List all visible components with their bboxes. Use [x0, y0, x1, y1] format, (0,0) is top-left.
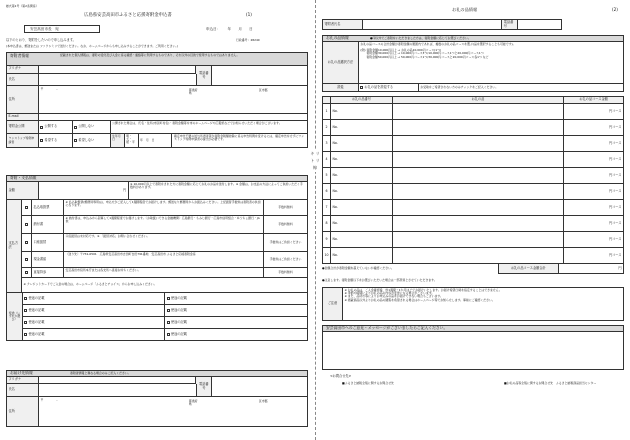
onestop-no-option[interactable] [73, 134, 111, 148]
amount-yen: 円 [122, 187, 127, 192]
method-checkbox[interactable] [25, 223, 28, 226]
method-fee: 手数料無料 [264, 216, 308, 234]
gift-section-header [322, 35, 624, 42]
donor-phone-field[interactable] [212, 66, 308, 86]
payment-section-header [6, 175, 308, 182]
gift-donor-row [322, 19, 562, 30]
gift-row [323, 200, 624, 216]
method-name: 現金書留 [32, 252, 64, 268]
usage-option[interactable] [165, 317, 308, 329]
usage-checkbox[interactable] [24, 297, 27, 300]
gift-row [323, 248, 624, 264]
gift-course-unit: 円コース [608, 172, 622, 177]
gift-no-prefix: No. [332, 188, 338, 193]
usage-option[interactable] [23, 329, 166, 341]
gift-row [323, 104, 624, 120]
usage-label: 使途〈いずれか選び〉 [7, 293, 23, 341]
delivery-section-header [6, 370, 308, 377]
gift-course-field[interactable] [564, 216, 624, 232]
gift-row [323, 168, 624, 184]
gift-number-field[interactable] [331, 216, 393, 232]
gift-row-index: 4 [323, 152, 331, 168]
gift-course-unit: 円コース [608, 236, 622, 241]
usage-text: 使途の記載 [170, 307, 187, 312]
gift-no-prefix: No. [332, 156, 338, 161]
method-label: 支払方法 [7, 200, 22, 293]
delivery-furigana-label: フリガナ [7, 377, 39, 384]
selection-example: 寄附金額30,000円以上 → 10,000円コース3つ/10,000円コース1つと20,000円コース1つ [366, 51, 484, 56]
delivery-furigana-field[interactable] [39, 377, 196, 384]
delivery-phone-label: 電話番号 [196, 377, 212, 397]
total-note: ●金額合計が寄附金額を超えていないか確認ください。 [322, 266, 394, 270]
method-name: 直接持参 [32, 268, 64, 278]
gift-item-field[interactable] [393, 120, 564, 136]
amount-field[interactable] [39, 182, 129, 200]
application-page [6, 5, 308, 435]
payment-section [6, 175, 308, 341]
form-title: 広島県安芸高田市ふるさと応援寄附金申込書 [84, 13, 172, 18]
method-name: 払込取扱票 [32, 200, 64, 216]
credit-note: ※ クレジットカードでご入金の場合は、ホームページ「ふるさとチョイス」からお申し込みください。 [22, 278, 308, 293]
usage-text: 使途の記載 [28, 307, 45, 312]
usage-checkbox[interactable] [24, 309, 27, 312]
gift-row [323, 152, 624, 168]
delivery-section-note: 寄附者情報と異なる場合のみご記入ください。 [70, 370, 131, 375]
publish-yes-option[interactable] [39, 121, 73, 134]
usage-text: 使途の記載 [170, 319, 187, 324]
gift-course-unit: 円コース [608, 252, 622, 257]
attention-label: ご注意 [323, 288, 343, 321]
gift-donor-name-field[interactable] [363, 20, 502, 30]
gift-no-prefix: No. [332, 172, 338, 177]
gift-course-field[interactable] [564, 248, 624, 264]
gift-number-field[interactable] [331, 136, 393, 152]
gift-number-field[interactable] [331, 120, 393, 136]
form-page: (1) [246, 12, 252, 17]
submit-notice: (本申込書は、郵送または ファクシミリで送付ください。なお、ホームページからも申し込みすることができます。ご利用ください。) [6, 44, 178, 48]
fold-label: キ リ ト リ 線 [310, 151, 320, 171]
selection-example: (例) 寄附金額10,000円以上 → お礼の品10,000円コース(1つ) [360, 48, 442, 53]
message-section [322, 325, 624, 370]
usage-option[interactable] [23, 317, 166, 329]
gift-row-index: 2 [323, 120, 331, 136]
birth-date-field[interactable]: 年 月 日 [139, 134, 173, 148]
attention-item: ※ 季節や時期によりお礼の品の内容が変更になる場合がございます。 [344, 291, 435, 296]
usage-text: 使途の記載 [170, 331, 187, 336]
donor-furigana-field[interactable] [39, 66, 196, 74]
decline-text: お礼の品を辞退する [364, 84, 394, 89]
usage-option[interactable] [23, 305, 166, 317]
gift-row-index: 9 [323, 232, 331, 248]
gift-item-field[interactable] [393, 216, 564, 232]
gift-row-index: 10 [323, 248, 331, 264]
gift-section [322, 35, 624, 92]
method-fee: 手数料はご負担ください [264, 234, 308, 252]
birth-note: 確定申告不要の給与所得者等が寄附金税額控除に係る申告特例を受けるには、確定申告をせずにワンストップ特例申請書の提出が必要です。 [172, 134, 308, 148]
onestop-yes-text: 希望する [44, 137, 58, 142]
gift-number-field[interactable] [331, 248, 393, 264]
total-field[interactable] [559, 264, 624, 274]
method-desc: 安芸高田市役所本庁または各支所へ直接お持ちください。 [64, 268, 264, 278]
publish-yes-text: 公開する [44, 124, 58, 129]
gift-page [322, 5, 624, 435]
gift-no-prefix: No. [332, 108, 338, 113]
gift-item-field[interactable] [393, 104, 564, 120]
gift-course-unit: 円コース [608, 124, 622, 129]
gift-course-field[interactable] [564, 152, 624, 168]
amount-label: 金額 [7, 182, 39, 200]
usage-checkbox[interactable] [24, 333, 27, 336]
decline-note: お受取をご希望されない方のみチェックをご記入ください。 [419, 84, 624, 92]
gift-row-index: 3 [323, 136, 331, 152]
contact-left: ■ふるさと納税全般に関するお問合せ先 [342, 381, 394, 385]
selection-text: お礼の品コースの合計金額が寄附金額の範囲内であれば、複数のお礼の品コースを選ぶ(品を選択することも可能です)。 [360, 42, 516, 46]
delivery-pref-label: 都道府県 [188, 399, 198, 407]
attention-item: ※ 掲載商品以外よりお礼の品の閲覧を希望される場合はホームページ等でお知らせします。事前にご確認ください。 [344, 297, 495, 302]
method-fee: 手数料はご負担ください [264, 252, 308, 268]
gift-course-unit: 円コース [608, 220, 622, 225]
gift-number-field[interactable] [331, 232, 393, 248]
donor-section-title: 寄附者情報 [10, 53, 29, 58]
gift-table [322, 96, 624, 264]
gift-course-unit: 円コース [608, 108, 622, 113]
donor-city-label: 区市郡 [258, 88, 268, 92]
gift-number-field[interactable] [331, 200, 393, 216]
decline-label: 辞退 [323, 84, 359, 92]
gift-table-header [323, 97, 624, 104]
donor-section [6, 52, 308, 148]
method-desc: ※ 払込取扱票(郵便局専用)は、申込方がご記入して1週間程度でお届けします。郵送なり郵便局からお振込みください。上記振替手数料は寄附者の負担になります。 [64, 200, 264, 216]
usage-option[interactable] [165, 293, 308, 305]
birth-era[interactable]: 明・大・昭・平 [125, 134, 139, 148]
donor-name-label: 氏名 [7, 74, 39, 86]
gift-course-field[interactable] [564, 120, 624, 136]
gift-course-field[interactable] [564, 168, 624, 184]
gift-course-field[interactable] [564, 184, 624, 200]
gift-no-prefix: No. [332, 124, 338, 129]
attention-box [322, 287, 624, 321]
decline-option[interactable] [359, 84, 419, 92]
attention-item: ※ また、品切れ等によりお申込みの品をお届けできない場合もございます。 [344, 294, 443, 299]
method-fee: 手数料無料 [264, 268, 308, 278]
contact-right: ■お礼の品等全般に関するお問合せ先 ふるさと納税商品担当センター [504, 381, 597, 385]
method-desc: 〈送り先〉〒731-0501 広島県安芸高田市吉田町吉田791番地 安芸高田市 ふるさと応援寄附金係 [64, 252, 264, 268]
publish-note: 公開された場合は、氏名・住所(市区町村名)・寄附金額等を市のホームページや広報紙などでお知らせいただく場合がございます。 [111, 121, 308, 134]
gift-row [323, 216, 624, 232]
gift-item-field[interactable] [393, 200, 564, 216]
donor-name-field[interactable] [39, 74, 197, 86]
delivery-address-label: 住所 [7, 397, 39, 427]
gift-phone-field[interactable] [518, 20, 562, 30]
gift-item-field[interactable] [393, 232, 564, 248]
donor-address-field[interactable] [39, 86, 308, 114]
gift-row-index: 6 [323, 184, 331, 200]
donor-phone-label: 電話番号 [196, 66, 212, 86]
gift-row-index: 1 [323, 104, 331, 120]
message-section-header [322, 325, 624, 332]
gift-number-field[interactable] [331, 104, 393, 120]
method-row[interactable] [22, 252, 308, 268]
addressee [24, 25, 100, 33]
total-yen: 円 [618, 265, 622, 270]
usage-checkbox[interactable] [167, 297, 170, 300]
method-row[interactable] [22, 234, 308, 252]
gift-row-index: 5 [323, 168, 331, 184]
gift-no-prefix: No. [332, 220, 338, 225]
method-checkbox[interactable] [25, 258, 28, 261]
usage-checkbox[interactable] [167, 321, 170, 324]
usage-text: 使途の記載 [170, 295, 187, 300]
gift-section-note: ●印以外でご寄附をいただきました方は、寄附金額に応じてお選びください。 [370, 35, 471, 40]
onestop-no-checkbox[interactable] [74, 139, 77, 142]
method-checkbox[interactable] [25, 241, 28, 244]
donor-postal-mark: 〒 - [40, 86, 58, 91]
decline-checkbox[interactable] [360, 86, 363, 89]
method-checkbox[interactable] [25, 206, 28, 209]
contact-title: <お問合せ先> [330, 374, 352, 378]
delivery-name-label: 氏名 [7, 384, 39, 397]
birth-label: 生年月日 [111, 134, 125, 148]
amount-note: ※ 10,000円以上で寄附をされた方に寄附金額に応じてお礼のお品を送付します。※ 金額は、お支払の方法によってご負担いただく手数料があります。 [129, 182, 308, 200]
gift-row-index: 7 [323, 200, 331, 216]
intro-text: 以下のとおり、寄附をしたいので申し込みます。 [6, 38, 76, 42]
usage-text: 使途の記載 [28, 295, 45, 300]
gift-item-field[interactable] [393, 248, 564, 264]
gift-section-title: お礼の品情報 [326, 35, 349, 41]
method-name: 口座振替 [32, 234, 64, 252]
method-row[interactable] [22, 200, 308, 216]
method-row[interactable] [22, 216, 308, 234]
delivery-name-field[interactable] [39, 384, 197, 397]
onestop-yes-option[interactable] [39, 134, 73, 148]
gift-course-field[interactable] [564, 200, 624, 216]
gift-no-prefix: No. [332, 236, 338, 241]
usage-checkbox[interactable] [167, 333, 170, 336]
gift-no-prefix: No. [332, 204, 338, 209]
usage-option[interactable] [165, 305, 308, 317]
col-gift-number: お礼の品番号 [331, 97, 393, 104]
publish-no-checkbox[interactable] [74, 126, 77, 129]
delivery-section [6, 370, 308, 427]
gift-course-field[interactable] [564, 104, 624, 120]
delivery-section-title: お届け先情報 [10, 370, 33, 376]
gift-donor-name-label: 寄附者氏名 [323, 20, 363, 30]
method-row[interactable] [22, 268, 308, 278]
fold-line [315, 0, 316, 440]
publish-label: 寄附金公開 [7, 121, 39, 134]
publish-no-text: 公開しない [78, 124, 95, 129]
message-section-title: 安芸高田市へのご意見・メッセージがございましたらご記入ください。 [326, 325, 448, 331]
selection-body [359, 42, 624, 84]
donor-pref-label: 都道府県 [188, 88, 198, 96]
method-checkbox[interactable] [25, 271, 28, 274]
gift-row [323, 232, 624, 248]
gift-course-unit: 円コース [608, 204, 622, 209]
gift-course-unit: 円コース [608, 156, 622, 161]
delivery-postal-mark: 〒 - [40, 397, 58, 402]
gift-number-field[interactable] [331, 152, 393, 168]
method-name: 納付書 [32, 216, 64, 234]
gift-row [323, 136, 624, 152]
donor-section-note: 記載された個人情報は、寄附の受付及び入金に係る確認・連絡等に利用するものであり、それ以外の目的で使用するものではありません。 [60, 53, 240, 57]
gift-number-field[interactable] [331, 168, 393, 184]
gift-phone-label: 電話番号 [502, 20, 518, 30]
method-fee: 手数料無料 [264, 200, 308, 216]
gift-course-unit: 円コース [608, 188, 622, 193]
gift-course-field[interactable] [564, 232, 624, 248]
donor-email-field[interactable] [39, 114, 308, 121]
donor-email-label: E-mail [7, 114, 39, 121]
payment-section-title: 寄附・支払情報 [10, 175, 37, 181]
delivery-phone-field[interactable] [212, 377, 308, 397]
onestop-no-text: 希望しない [78, 137, 95, 142]
gift-row [323, 184, 624, 200]
usage-checkbox[interactable] [167, 309, 170, 312]
addressee-text: 安芸高田市長 宛 [30, 26, 59, 31]
method-desc: 口座振替は未対応です。※ 「振替対応」お問い合わせください。 [64, 234, 264, 252]
col-gift-course: お礼の品コース金額 [564, 97, 624, 104]
gift-item-field[interactable] [393, 152, 564, 168]
gift-course-unit: 円コース [608, 140, 622, 145]
publish-no-option[interactable] [73, 121, 111, 134]
gift-item-field[interactable] [393, 184, 564, 200]
attention-item: ※ お礼の品は、ご入金確認後、約1週間～1か月ほどでお届けいたします。お届け希望日時を指定することはできません。 [344, 288, 502, 292]
onestop-yes-checkbox[interactable] [40, 139, 43, 142]
usage-checkbox[interactable] [24, 321, 27, 324]
total-label: お礼の品コース金額合計 [499, 264, 559, 274]
publish-yes-checkbox[interactable] [40, 126, 43, 129]
usage-text: 使途の記載 [28, 319, 45, 324]
usage-option[interactable] [23, 293, 166, 305]
gift-item-field[interactable] [393, 136, 564, 152]
message-field[interactable] [322, 332, 624, 370]
delivery-address-field[interactable] [39, 397, 308, 427]
gift-row-index: 8 [323, 216, 331, 232]
cert-number: 行政番号：28240 [236, 38, 260, 42]
usage-text: 使途の記載 [28, 331, 45, 336]
gift-item-field[interactable] [393, 168, 564, 184]
method-desc: ※ 納付書は、申込みから起算して1週間程度でお届けします。〈お取扱いできる金融機関〉広島銀行・もみじ銀行・広島市信用組合・ゆうちょ銀行・JA 他 [64, 216, 264, 234]
gift-course-field[interactable] [564, 136, 624, 152]
total-row [498, 263, 624, 274]
gift-page-number: (2) [612, 7, 618, 12]
gift-no-prefix: No. [332, 252, 338, 257]
delivery-city-label: 区市郡 [258, 399, 268, 403]
gift-number-field[interactable] [331, 184, 393, 200]
attention-title: ●注意します。寄附金額以下をお選びいただいた場合は一部辞退とさせていただきます。 [322, 278, 437, 282]
application-date[interactable]: 申込日： 年 月 日 [206, 27, 253, 31]
col-gift-item: お礼の品 [393, 97, 564, 104]
gift-no-prefix: No. [332, 140, 338, 145]
donor-section-header [6, 52, 308, 66]
form-number: 様式第1号（第2条関係） [6, 4, 39, 8]
onestop-label: ワンストップ特例申請書 [7, 134, 39, 148]
donor-furigana-label: フリガナ [7, 66, 39, 74]
selection-example: 寄附金額50,000円以上 → 50,000円コース1つ/30,000円コースと20,000円コース各1つ など [366, 54, 489, 59]
donor-address-label: 住所 [7, 86, 39, 114]
gift-page-subtitle: お礼の品情報 [452, 7, 478, 12]
usage-option[interactable] [165, 329, 308, 341]
selection-label: お礼の品選択方法 [323, 42, 359, 84]
gift-row [323, 120, 624, 136]
